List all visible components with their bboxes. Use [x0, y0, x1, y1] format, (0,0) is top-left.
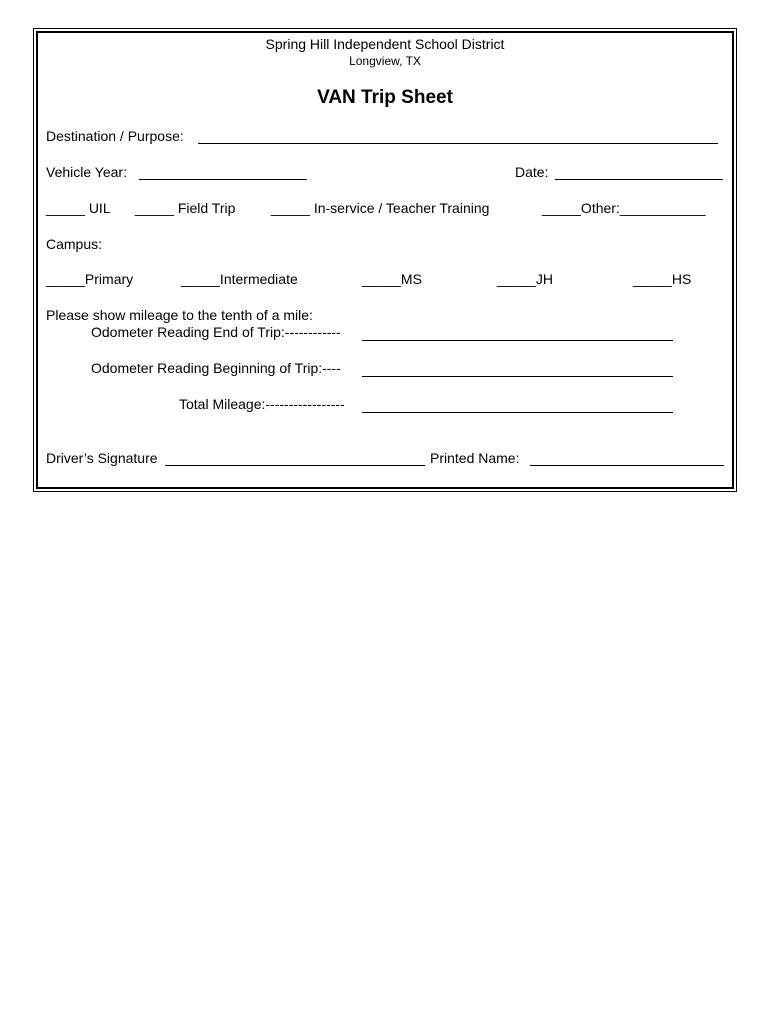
total-mileage-label: Total Mileage:----------------- [179, 396, 345, 412]
odometer-begin-field[interactable] [362, 376, 673, 377]
campus-hs[interactable]: _____HS [633, 271, 692, 287]
vehicle-year-label: Vehicle Year: [46, 164, 127, 180]
total-mileage-field[interactable] [362, 412, 673, 413]
printed-name-field[interactable] [530, 465, 724, 466]
trip-type-field-trip[interactable]: _____ Field Trip [135, 200, 236, 216]
printed-name-label: Printed Name: [430, 450, 520, 466]
mileage-instruction: Please show mileage to the tenth of a mile: [46, 307, 313, 323]
campus-jh[interactable]: _____JH [497, 271, 554, 287]
page-title: VAN Trip Sheet [317, 87, 453, 108]
date-label: Date: [515, 164, 549, 180]
odometer-end-field[interactable] [362, 340, 673, 341]
campus-label: Campus: [46, 236, 103, 252]
campus-primary[interactable]: _____Primary [46, 271, 134, 287]
campus-intermediate[interactable]: _____Intermediate [181, 271, 298, 287]
trip-type-other[interactable]: _____Other:___________ [542, 200, 706, 216]
odometer-begin-label: Odometer Reading Beginning of Trip:---- [91, 360, 341, 376]
district-name: Spring Hill Independent School District [265, 36, 505, 52]
destination-field[interactable] [198, 143, 718, 144]
odometer-end-label: Odometer Reading End of Trip:------------ [91, 324, 341, 340]
district-location: Longview, TX [349, 54, 421, 68]
destination-label: Destination / Purpose: [46, 128, 184, 144]
driver-signature-label: Driver’s Signature [46, 450, 158, 466]
driver-signature-field[interactable] [165, 465, 425, 466]
date-field[interactable] [555, 179, 723, 180]
campus-ms[interactable]: _____MS [362, 271, 422, 287]
trip-type-inservice[interactable]: _____ In-service / Teacher Training [271, 200, 490, 216]
trip-type-uil[interactable]: _____ UIL [46, 200, 111, 216]
vehicle-year-field[interactable] [139, 179, 307, 180]
